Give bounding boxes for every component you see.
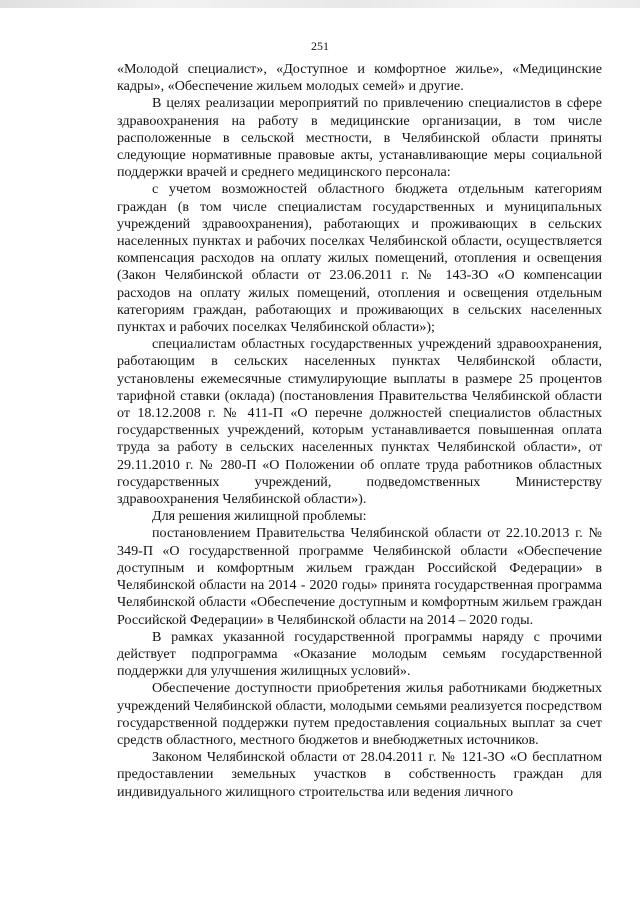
paragraph-programs-list: «Молодой специалист», «Доступное и комфортное жилье», «Медицинские кадры», «Обеспечение жильем молодых семей» и другие. [117,61,602,95]
paragraph-intro-measures: В целях реализации мероприятий по привлечению специалистов в сфере здравоохранения на работу в медицинские организации, в том числе расположенные в сельской местности, в Челябинской области приняты следующие нормативные правовые акты, устанавливающие меры социальной поддержки врачей и среднего медицинского персонала: [117,95,602,181]
scan-edge-artifact [0,0,640,8]
paragraph-housing-availability: Обеспечение доступности приобретения жилья работниками бюджетных учреждений Челябинской области, молодыми семьями реализуется посредством государственной поддержки путем предоставления социальных выплат за счет средств областного, местного бюджетов и внебюджетных источников. [117,680,602,748]
paragraph-housing-problem-heading: Для решения жилищной проблемы: [152,508,367,525]
paragraph-land-plots-law: Законом Челябинской области от 28.04.2011 г. № 121-ЗО «О бесплатном предоставлении земельных участков в собственность граждан для индивидуального жилищного строительства или ведения личного [117,749,602,800]
paragraph-housing-compensation: с учетом возможностей областного бюджета отдельным категориям граждан (в том числе специалистам государственных и муниципальных учреждений здравоохранения), работающих и проживающих в сельских населенных пунктах и рабочих поселках Челябинской области, осуществляется компенсация расходов на оплату жилых помещений, отопления и освещения (Закон Челябинской области от 23.06.2011 г. № 143-ЗО «О компенсации расходов на оплату жилых помещений, отопления и освещения отдельным категориям граждан, работающих и проживающих в сельских населенных пунктах и рабочих поселках Челябинской области»); [117,181,602,336]
paragraph-stimulating-payments: специалистам областных государственных учреждений здравоохранения, работающим в сельских населенных пунктах Челябинской области, установлены ежемесячные стимулирующие выплаты в размере 25 процентов тарифной ставки (оклада) (постановления Правительства Челябинской области от 18.12.2008 г. № 411-П «О перечне должностей специалистов областных государственных учреждений, которым устанавливается повышенная оплата труда за работу в сельских населенных пунктах Челябинской области», от 29.11.2010 г. № 280-П «О Положении об оплате труда работников областных государственных учреждений, подведомственных Министерству здравоохранения Челябинской области»). [117,336,602,508]
paragraph-state-program: постановлением Правительства Челябинской области от 22.10.2013 г. № 349-П «О государственной программе Челябинской области «Обеспечение доступным и комфортным жильем граждан Российской Федерации» в Челябинской области на 2014 - 2020 годы» принята государственная программа Челябинской области «Обеспечение доступным и комфортным жильем граждан Российской Федерации» в Челябинской области на 2014 – 2020 годы. [117,525,602,628]
page-number: 251 [311,39,329,53]
document-body [117,61,602,801]
paragraph-subprogram: В рамках указанной государственной программы наряду с прочими действует подпрограмма «Оказание молодым семьям государственной поддержки для улучшения жилищных условий». [117,628,602,680]
